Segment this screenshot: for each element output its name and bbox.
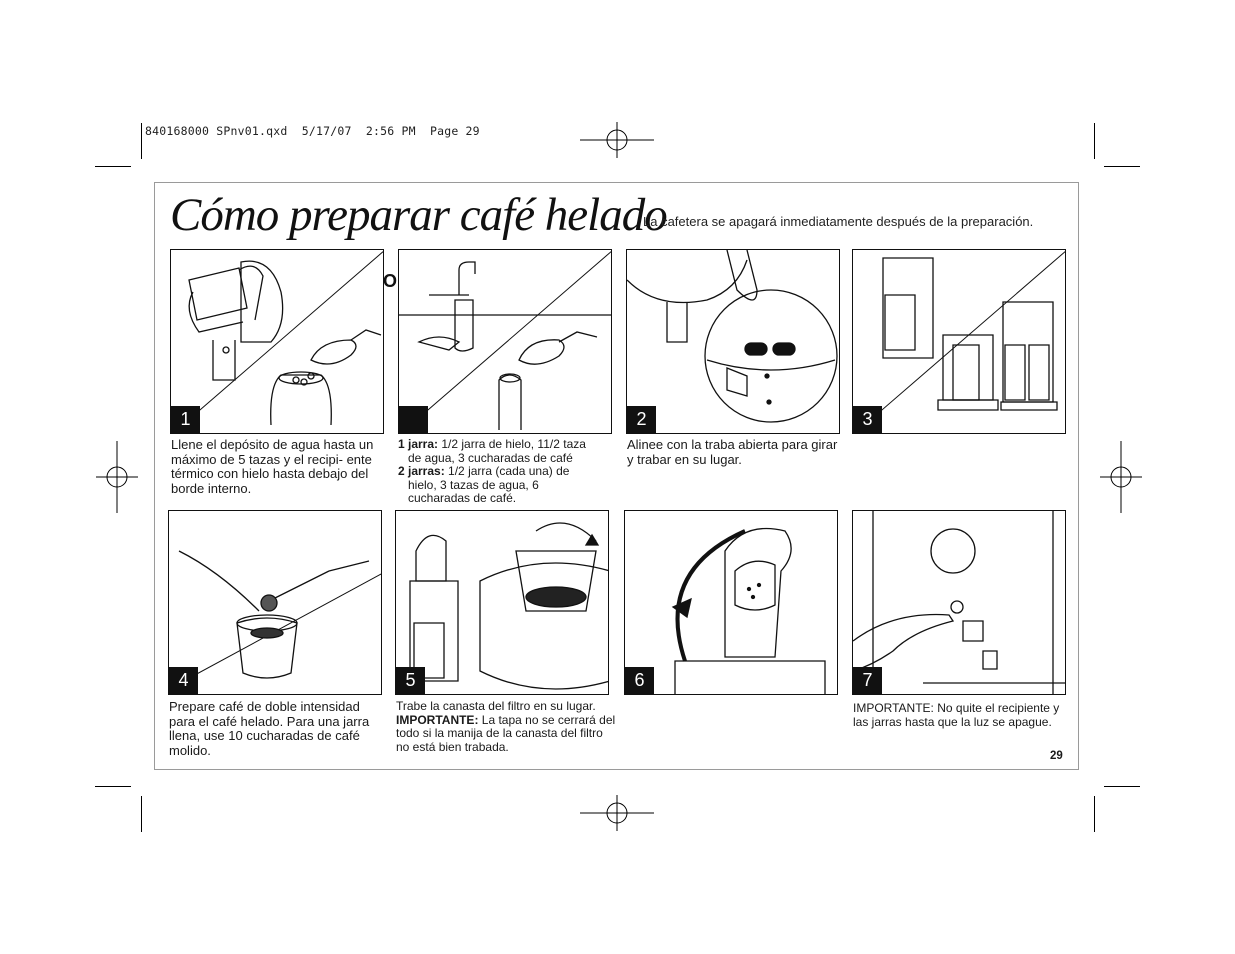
step-1-illustration — [170, 249, 384, 434]
step-5-caption — [396, 700, 618, 754]
step-1-badge: 1 — [171, 406, 200, 433]
step-6-badge: 6 — [625, 667, 654, 694]
page-subtitle: La cafetera se apagará inmediatamente después de la preparación. — [643, 214, 1034, 229]
step-5-caption-main: Trabe la canasta del filtro en su lugar. — [396, 699, 596, 713]
text-1-jarra: 1/2 jarra de hielo, 11/2 taza de agua, 3 cucharadas de café — [408, 437, 586, 465]
caption-line-2-jarras — [398, 465, 598, 506]
step-3-badge: 3 — [853, 406, 882, 433]
label-2-jarras: 2 jarras: — [398, 464, 445, 478]
step-1b-illustration — [398, 249, 612, 434]
step-7-illustration — [852, 510, 1066, 695]
step-1b-badge — [399, 406, 428, 433]
step-7-caption: IMPORTANTE: No quite el recipiente y las jarras hasta que la luz se apague. — [853, 701, 1060, 729]
step-1-caption: Llene el depósito de agua hasta un máximo de 5 tazas y el recipi- ente térmico con hielo hasta debajo del borde interno. — [171, 437, 374, 496]
step-5-important-label: IMPORTANTE: — [396, 712, 479, 727]
step-3-illustration — [852, 249, 1066, 434]
step-4-illustration — [168, 510, 382, 695]
label-1-jarra: 1 jarra: — [398, 437, 439, 451]
step-2-illustration — [626, 249, 840, 434]
step-5-illustration — [395, 510, 609, 695]
step-4-caption: Prepare café de doble intensidad para el café helado. Para una jarra llena, use 10 cucharadas de café molido. — [169, 699, 370, 758]
step-2-badge: 2 — [627, 406, 656, 433]
step-1b-caption — [398, 438, 598, 506]
step-5-important-text: La tapa no se cerrará del todo si la manija de la canasta del filtro no está bien trabada. — [396, 712, 616, 754]
step-6-illustration — [624, 510, 838, 695]
step-2-caption: Alinee con la traba abierta para girar y trabar en su lugar. — [627, 437, 838, 467]
step-4-badge: 4 — [169, 667, 198, 694]
text-2-jarras: 1/2 jarra (cada una) de hielo, 3 tazas de agua, 6 cucharadas de café. — [408, 464, 570, 505]
file-slug: 840168000 SPnv01.qxd 5/17/07 2:56 PM Page 29 — [145, 124, 480, 138]
step-7-badge: 7 — [853, 667, 882, 694]
page-title: Cómo preparar café helado — [170, 189, 667, 241]
page-number: 29 — [1050, 750, 1063, 762]
or-label: O — [383, 271, 398, 291]
step-5-badge: 5 — [396, 667, 425, 694]
caption-line-1-jarra — [398, 438, 598, 465]
